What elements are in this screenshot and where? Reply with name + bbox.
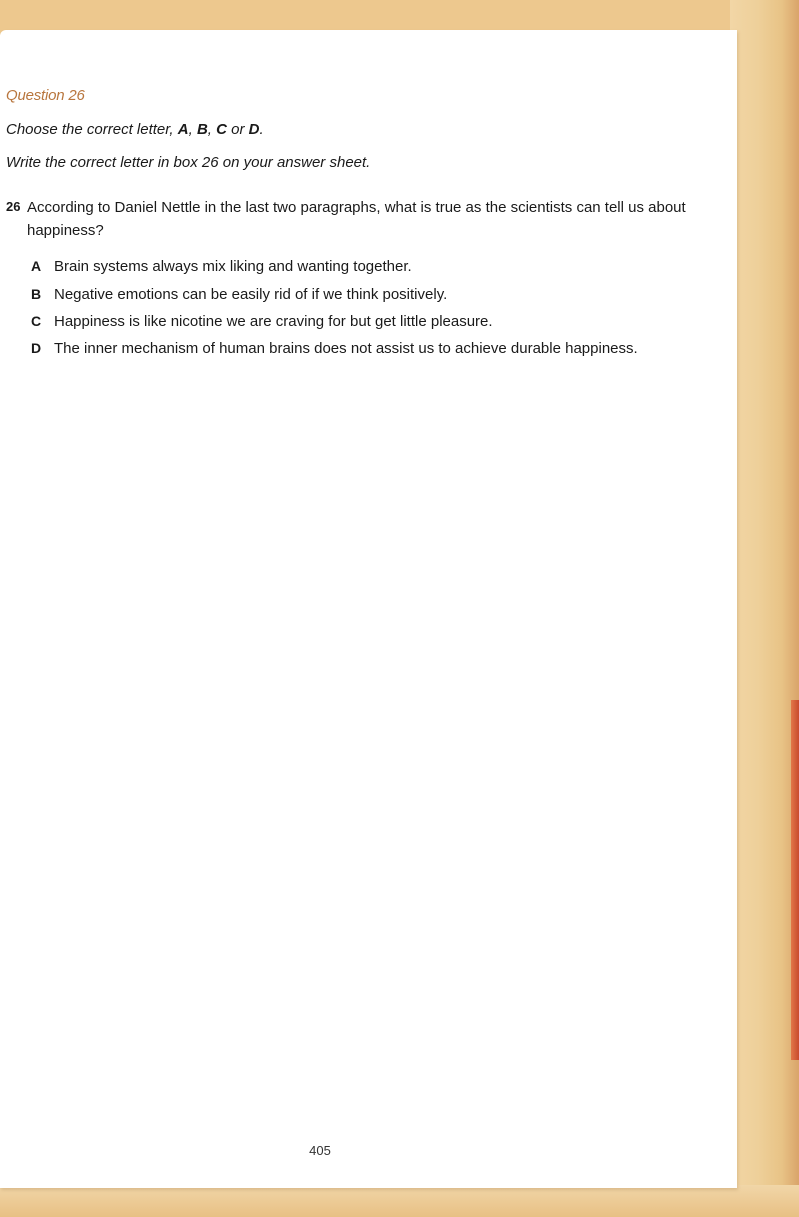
question-text: According to Daniel Nettle in the last two paragraphs, what is true as the scientists can tell us about happiness?	[27, 199, 686, 239]
option-d	[31, 340, 638, 357]
option-text: The inner mechanism of human brains does not assist us to achieve durable happiness.	[54, 340, 638, 357]
letter-c: C	[216, 121, 227, 138]
or-word: or	[226, 121, 249, 138]
letter-a: A	[177, 121, 189, 138]
option-b	[31, 286, 447, 303]
book-page	[0, 30, 737, 1188]
option-c	[31, 313, 493, 330]
question-heading: Question 26	[6, 87, 85, 104]
option-a	[31, 258, 412, 275]
page-number: 405	[309, 1143, 331, 1158]
question-number: 26	[6, 199, 21, 214]
instruction-choose	[6, 121, 264, 138]
period: .	[259, 121, 264, 138]
instruction-write: Write the correct letter in box 26 on your answer sheet.	[6, 154, 371, 171]
option-text: Happiness is like nicotine we are craving for but get little pleasure.	[54, 313, 493, 330]
instruction-text: Choose the correct letter,	[6, 121, 178, 138]
option-text: Negative emotions can be easily rid of if we think positively.	[54, 286, 448, 303]
letter-d: D	[248, 121, 260, 138]
separator: ,	[188, 121, 197, 138]
option-text: Brain systems always mix liking and wanting together.	[54, 258, 412, 275]
book-page-edge	[730, 0, 799, 1217]
book-edge-tab	[791, 700, 799, 1060]
book-bottom-edge	[0, 1185, 799, 1217]
option-letter: C	[31, 313, 42, 329]
separator: ,	[207, 121, 217, 138]
option-letter: B	[31, 286, 42, 302]
letter-b: B	[196, 121, 208, 138]
option-letter: D	[31, 340, 42, 356]
option-letter: A	[31, 258, 42, 274]
